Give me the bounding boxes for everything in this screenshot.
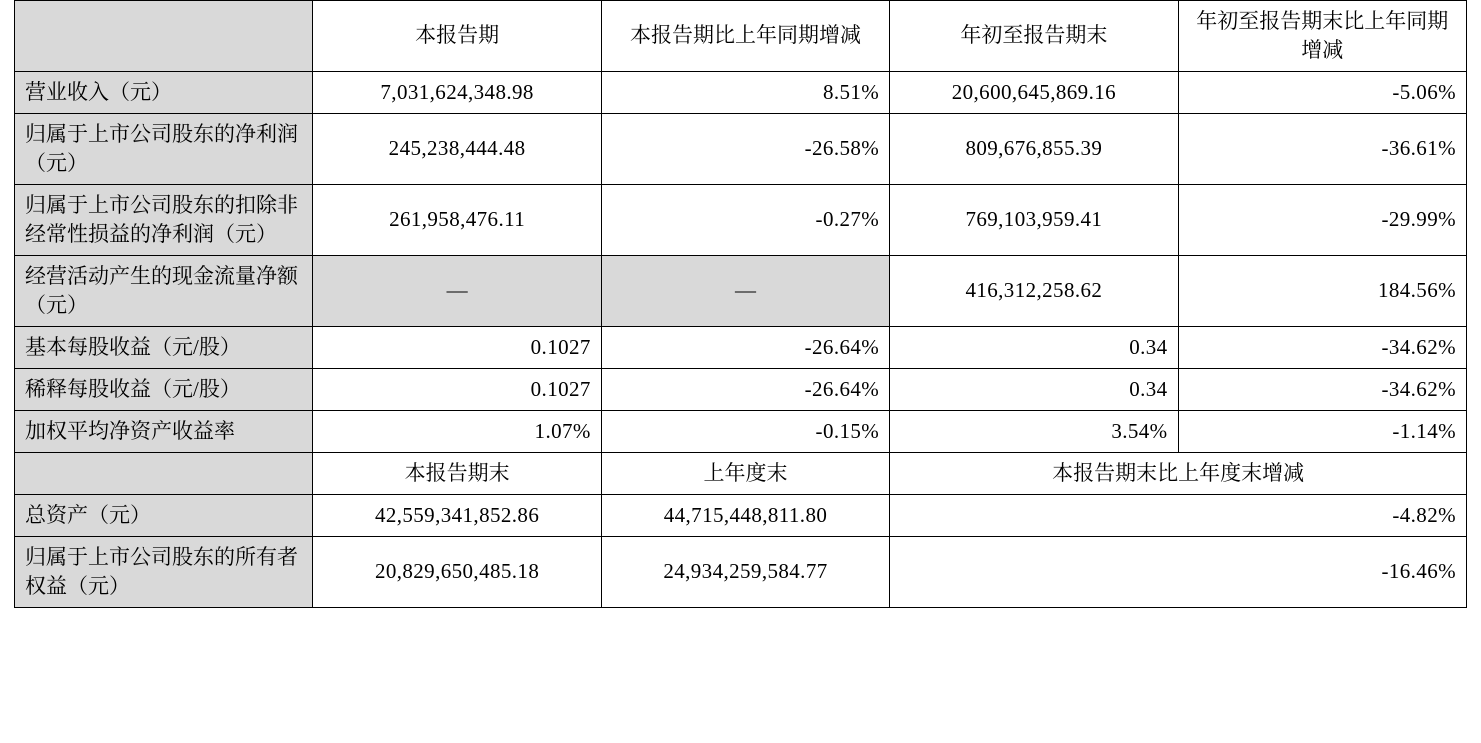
row-label-weighted-roe: 加权平均净资产收益率	[15, 410, 313, 452]
cell-net-profit-ytd: 809,676,855.39	[890, 113, 1178, 184]
table-row	[15, 326, 1467, 368]
row-label-net-profit: 归属于上市公司股东的净利润（元）	[15, 113, 313, 184]
header-current-period-yoy: 本报告期比上年同期增减	[601, 1, 889, 72]
table-row	[15, 410, 1467, 452]
row-label-basic-eps: 基本每股收益（元/股）	[15, 326, 313, 368]
cell-net-profit-current: 245,238,444.48	[313, 113, 601, 184]
cell-nonrec-ytd: 769,103,959.41	[890, 184, 1178, 255]
header-corner-cell	[15, 1, 313, 72]
cell-diluted-eps-ytd: 0.34	[890, 368, 1178, 410]
second-header-corner-cell	[15, 452, 313, 494]
header-ytd: 年初至报告期末	[890, 1, 1178, 72]
cell-cashflow-ytd-yoy: 184.56%	[1178, 255, 1466, 326]
table-row	[15, 71, 1467, 113]
financial-summary-table	[14, 0, 1467, 608]
table-row	[15, 368, 1467, 410]
row-label-operating-cashflow: 经营活动产生的现金流量净额（元）	[15, 255, 313, 326]
row-label-total-assets: 总资产（元）	[15, 494, 313, 536]
cell-diluted-eps-ytd-yoy: -34.62%	[1178, 368, 1466, 410]
cell-basic-eps-current: 0.1027	[313, 326, 601, 368]
cell-equity-prior-year-end: 24,934,259,584.77	[601, 536, 889, 607]
cell-roe-current: 1.07%	[313, 410, 601, 452]
cell-total-assets-prior-year-end: 44,715,448,811.80	[601, 494, 889, 536]
header-ytd-yoy: 年初至报告期末比上年同期增减	[1178, 1, 1466, 72]
cell-total-assets-change: -4.82%	[890, 494, 1467, 536]
cell-revenue-current: 7,031,624,348.98	[313, 71, 601, 113]
cell-equity-period-end: 20,829,650,485.18	[313, 536, 601, 607]
cell-cashflow-ytd: 416,312,258.62	[890, 255, 1178, 326]
cell-net-profit-current-yoy: -26.58%	[601, 113, 889, 184]
cell-cashflow-current-yoy: —	[601, 255, 889, 326]
cell-nonrec-current-yoy: -0.27%	[601, 184, 889, 255]
cell-roe-ytd: 3.54%	[890, 410, 1178, 452]
table-second-header-row	[15, 452, 1467, 494]
cell-basic-eps-ytd-yoy: -34.62%	[1178, 326, 1466, 368]
table-header-row	[15, 1, 1467, 72]
cell-roe-ytd-yoy: -1.14%	[1178, 410, 1466, 452]
table-row	[15, 255, 1467, 326]
header-period-end: 本报告期末	[313, 452, 601, 494]
cell-equity-change: -16.46%	[890, 536, 1467, 607]
table-row	[15, 494, 1467, 536]
table-row	[15, 536, 1467, 607]
cell-nonrec-current: 261,958,476.11	[313, 184, 601, 255]
cell-basic-eps-current-yoy: -26.64%	[601, 326, 889, 368]
table-row	[15, 184, 1467, 255]
cell-revenue-ytd: 20,600,645,869.16	[890, 71, 1178, 113]
row-label-equity: 归属于上市公司股东的所有者权益（元）	[15, 536, 313, 607]
cell-revenue-ytd-yoy: -5.06%	[1178, 71, 1466, 113]
cell-nonrec-ytd-yoy: -29.99%	[1178, 184, 1466, 255]
cell-net-profit-ytd-yoy: -36.61%	[1178, 113, 1466, 184]
row-label-revenue: 营业收入（元）	[15, 71, 313, 113]
row-label-net-profit-excl-nonrecurring: 归属于上市公司股东的扣除非经常性损益的净利润（元）	[15, 184, 313, 255]
table-row	[15, 113, 1467, 184]
header-current-period: 本报告期	[313, 1, 601, 72]
row-label-diluted-eps: 稀释每股收益（元/股）	[15, 368, 313, 410]
cell-diluted-eps-current-yoy: -26.64%	[601, 368, 889, 410]
cell-revenue-current-yoy: 8.51%	[601, 71, 889, 113]
header-period-end-vs-prior-year-end: 本报告期末比上年度末增减	[890, 452, 1467, 494]
cell-diluted-eps-current: 0.1027	[313, 368, 601, 410]
header-prior-year-end: 上年度末	[601, 452, 889, 494]
cell-cashflow-current: —	[313, 255, 601, 326]
cell-total-assets-period-end: 42,559,341,852.86	[313, 494, 601, 536]
cell-basic-eps-ytd: 0.34	[890, 326, 1178, 368]
cell-roe-current-yoy: -0.15%	[601, 410, 889, 452]
